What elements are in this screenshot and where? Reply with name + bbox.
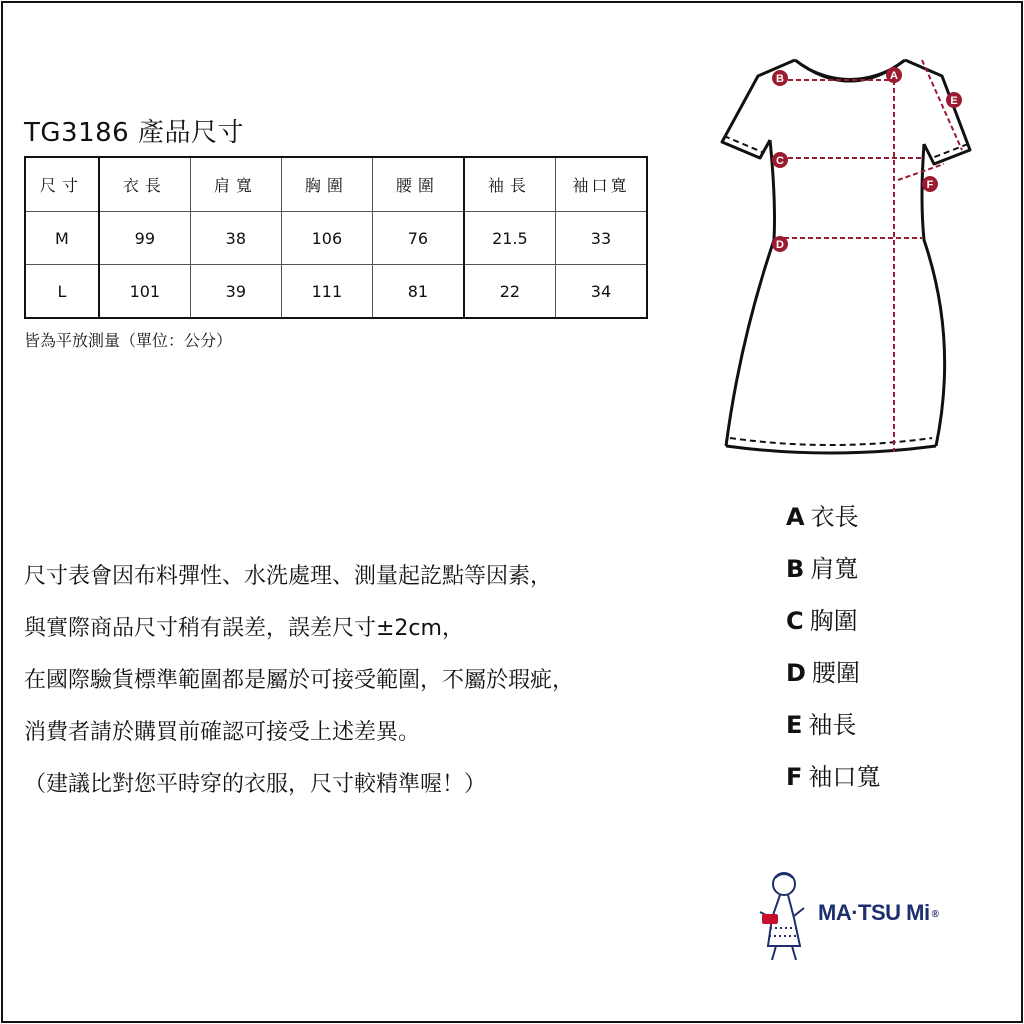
marker-e [946,92,962,108]
svg-text:C: C [776,155,784,167]
header-cuff-width: 袖口寬 [555,157,647,212]
disclaimer-line: 消費者請於購買前確認可接受上述差異。 [24,720,421,745]
table-cell: L [25,265,99,319]
header-sleeve-length: 袖長 [464,157,556,212]
disclaimer [24,560,744,820]
page-title: TG3186 產品尺寸 [24,118,244,148]
measurement-lines [772,60,962,452]
table-row [25,265,647,319]
legend-item: E 袖長 [786,711,857,739]
marker-b [772,70,788,86]
table-cell: 34 [555,265,647,319]
disclaimer-line: 與實際商品尺寸稍有誤差，誤差尺寸±2cm， [24,616,464,641]
header-length: 衣長 [99,157,191,212]
svg-text:D: D [776,239,784,251]
table-cell: 106 [281,212,372,265]
dress-diagram [700,40,1000,460]
dress-outline [722,60,970,453]
disclaimer-line: 在國際驗貨標準範圍都是屬於可接受範圍，不屬於瑕疵， [24,668,575,693]
header-waist: 腰圍 [372,157,464,212]
measurement-note: 皆為平放測量（單位：公分） [24,331,233,350]
legend-item: B 肩寬 [786,555,859,583]
table-cell: 76 [372,212,464,265]
logo-mascot-icon [750,868,816,964]
table-row [25,212,647,265]
table-cell: 21.5 [464,212,556,265]
header-chest: 胸圍 [281,157,372,212]
table-cell: 111 [281,265,372,319]
header-shoulder: 肩寬 [190,157,281,212]
table-header-row [25,157,647,212]
brand-logo: MA·TSU Mi ® [818,900,939,925]
table-cell: 22 [464,265,556,319]
table-cell: 33 [555,212,647,265]
measurement-legend [786,500,880,812]
disclaimer-line: （建議比對您平時穿的衣服，尺寸較精準喔！） [24,772,487,797]
table-cell: 99 [99,212,191,265]
legend-item: A 衣長 [786,503,859,531]
svg-text:E: E [950,95,958,107]
marker-d [772,236,788,252]
legend-item: D 腰圍 [786,659,860,687]
marker-f [922,176,938,192]
table-cell: M [25,212,99,265]
size-table [24,156,648,319]
table-cell: 101 [99,265,191,319]
disclaimer-line: 尺寸表會因布料彈性、水洗處理、測量起訖點等因素， [24,564,553,589]
table-cell: 81 [372,265,464,319]
svg-text:B: B [776,73,784,85]
marker-a [886,67,902,83]
legend-item: C 胸圍 [786,607,858,635]
table-cell: 39 [190,265,281,319]
svg-text:F: F [926,179,934,191]
header-size: 尺寸 [25,157,99,212]
table-cell: 38 [190,212,281,265]
legend-item: F 袖口寬 [786,763,881,791]
marker-c [772,152,788,168]
svg-text:A: A [890,70,898,82]
